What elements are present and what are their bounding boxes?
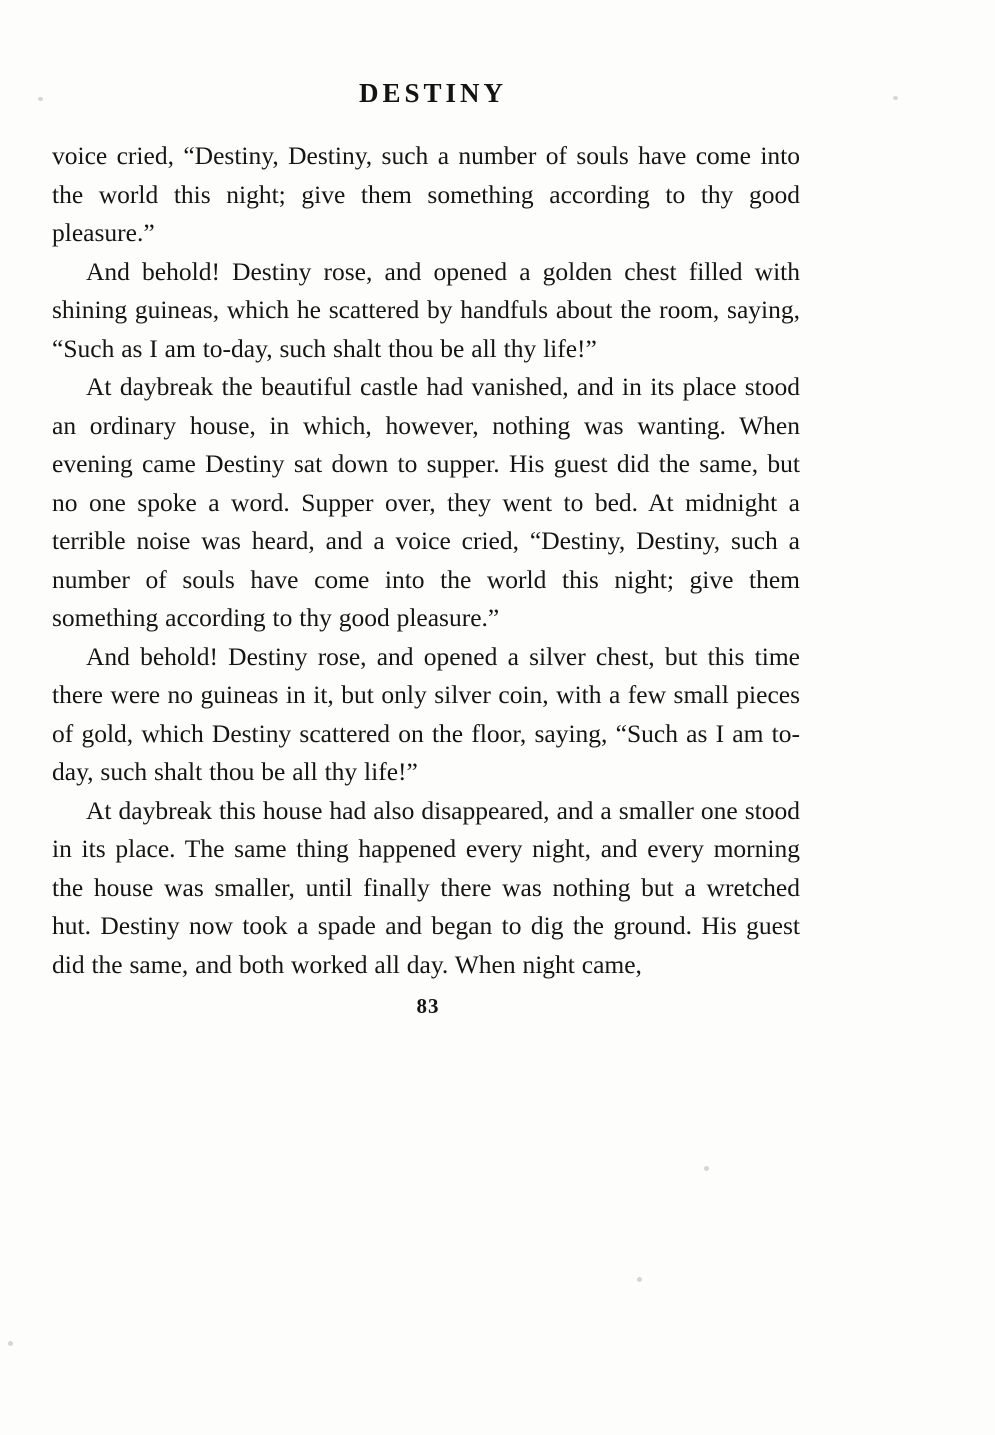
page-number: 83: [416, 994, 440, 1018]
scan-speck: [38, 97, 43, 101]
running-head: DESTINY: [358, 78, 508, 108]
paragraph: And behold! Destiny rose, and opened a silver chest, but this time there were no guineas in it, but only silver coin, with a few small pieces of gold, which Destiny scattered on the floor, saying, “Such as I am to-day, such shalt thou be all thy life!”: [52, 641, 800, 786]
paragraph: voice cried, “Destiny, Destiny, such a number of souls have come into the world this night; give them something according to thy good pleasure.”: [52, 141, 800, 247]
scan-speck: [704, 1166, 709, 1171]
scan-speck: [637, 1277, 642, 1282]
body-text: [52, 137, 800, 984]
paragraph: And behold! Destiny rose, and opened a golden chest filled with shining guineas, which he scattered by handfuls about the room, saying, “Such as I am to-day, such shalt thou be all thy life!”: [52, 256, 800, 363]
scan-speck: [8, 1341, 13, 1346]
scan-speck: [893, 96, 898, 100]
paragraph: At daybreak this house had also disappeared, and a smaller one stood in its place. The same thing happened every night, and every morning the house was smaller, until finally there was nothing but a wretched hut. Destiny now took a spade and began to dig the ground. His guest did the same, and both worked all day. When night came,: [52, 795, 800, 979]
paragraph: At daybreak the beautiful castle had vanished, and in its place stood an ordinary house, in which, however, nothing was wanting. When evening came Destiny sat down to supper. His guest did the same, but no one spoke a word. Supper over, they went to bed. At midnight a terrible noise was heard, and a voice cried, “Destiny, Destiny, such a number of souls have come into the world this night; give them something according to thy good pleasure.”: [52, 372, 800, 632]
page-content: [52, 78, 800, 1019]
